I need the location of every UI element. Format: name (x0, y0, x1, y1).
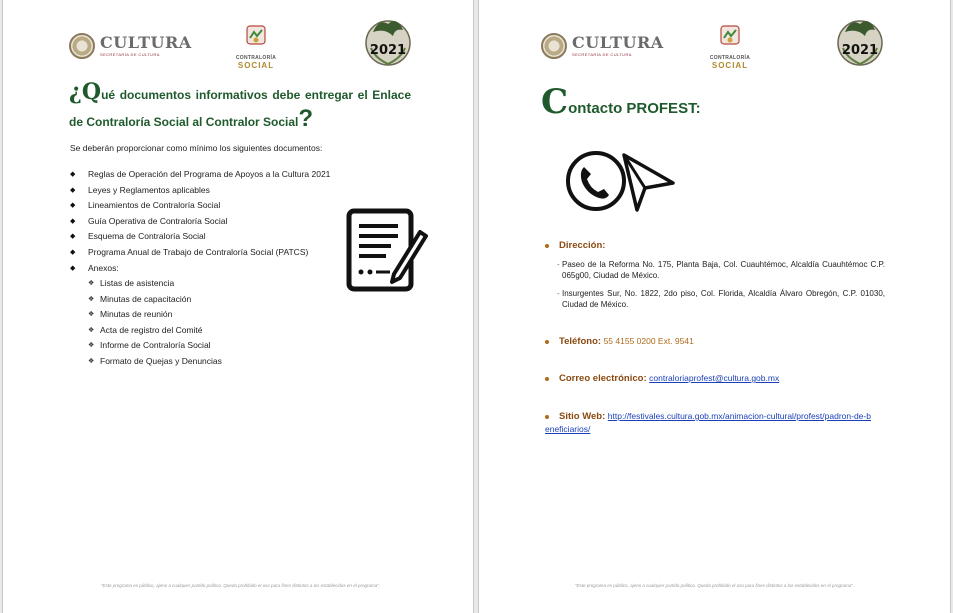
list-item: ❖ Formato de Quejas y Denuncias (88, 354, 222, 370)
correo-section (545, 373, 779, 384)
contraloria-label: CONTRALORÍA (235, 55, 277, 61)
sitio-web-section (545, 410, 875, 435)
page-footer: "Este programa es público, ajeno a cualquier partido político. Queda prohibido el uso para fines distintos a los establecidos en el programa". (100, 583, 381, 588)
document-edit-icon (346, 208, 428, 294)
send-mail-icon (624, 155, 673, 210)
cultura-subtitle: SECRETARÍA DE CULTURA (572, 52, 632, 57)
list-item: ❖ Acta de registro del Comité (88, 323, 222, 339)
diamond-outline-bullet-icon: ❖ (88, 311, 95, 319)
email-link[interactable]: contraloriaprofest@cultura.gob.mx (649, 373, 780, 383)
year-label: 2021 (841, 43, 879, 58)
social-label: SOCIAL (237, 61, 275, 70)
telefono-value: 55 4155 0200 Ext. 9541 (603, 336, 694, 346)
diamond-outline-bullet-icon: ❖ (88, 357, 95, 365)
list-item: ❖ Listas de asistencia (88, 276, 222, 292)
cultura-logo (541, 33, 664, 59)
title-rest: ontacto PROFEST: (568, 100, 701, 117)
list-item: ◆ Leyes y Reglamentos aplicables (70, 183, 330, 199)
diamond-outline-bullet-icon: ❖ (88, 295, 95, 303)
page-footer: "Este programa es público, ajeno a cualquier partido político. Queda prohibido el uso para fines distintos a los establecidos en el programa". (574, 583, 855, 588)
diamond-bullet-icon: ◆ (70, 264, 76, 272)
list-item: ◆ Anexos: (70, 261, 330, 277)
bullet-dot-icon (545, 244, 549, 248)
contraloria-label: CONTRALORÍA (709, 55, 751, 61)
diamond-bullet-icon: ◆ (70, 217, 76, 225)
title-q-letter: Q (81, 79, 102, 105)
diamond-bullet-icon: ◆ (70, 202, 76, 210)
document-page-left (2, 0, 474, 613)
list-item: ❖ Minutas de capacitación (88, 292, 222, 308)
title-big-c: C (541, 82, 569, 122)
correo-label: Correo electrónico: (559, 373, 647, 384)
list-item: ◆ Guía Operativa de Contraloría Social (70, 214, 330, 230)
diamond-outline-bullet-icon: ❖ (88, 280, 95, 287)
sitio-web-label: Sitio Web: (559, 411, 606, 422)
title-q-open: ¿ (69, 79, 82, 105)
social-label: SOCIAL (711, 61, 749, 70)
bullet-dot-icon (545, 415, 549, 419)
diamond-outline-bullet-icon: ❖ (88, 342, 95, 350)
mexico-seal-icon (69, 33, 95, 59)
list-item: ◆ Lineamientos de Contraloría Social (70, 198, 330, 214)
title-q-close: ? (298, 105, 314, 132)
year-label: 2021 (369, 43, 407, 58)
list-item: ◆ Reglas de Operación del Programa de Apoyos a la Cultura 2021 (70, 167, 330, 183)
title-text: ué documentos informativos debe entregar el Enlace de Contraloría Social al Contralor Social (69, 88, 411, 129)
year-2021-badge (837, 14, 883, 70)
direccion-section (545, 240, 605, 251)
bullet-dot-icon (545, 377, 549, 381)
contact-title (541, 82, 701, 122)
intro-text: Se deberán proporcionar como mínimo los siguientes documentos: (70, 143, 323, 153)
mexico-seal-icon (541, 33, 567, 59)
list-item: ❖ Informe de Contraloría Social (88, 338, 222, 354)
contraloria-social-logo (706, 24, 754, 70)
contraloria-social-logo (232, 24, 280, 70)
diamond-bullet-icon: ◆ (70, 171, 76, 178)
phone-icon (568, 153, 624, 209)
diamond-bullet-icon: ◆ (70, 248, 76, 256)
page-title (69, 80, 411, 134)
direccion-label: Dirección: (559, 240, 606, 251)
cultura-wordmark: CULTURA (100, 33, 192, 52)
phone-and-mail-icons (565, 150, 677, 216)
telefono-label: Teléfono: (559, 336, 602, 347)
contraloria-emblem-icon (717, 24, 743, 48)
cultura-subtitle: SECRETARÍA DE CULTURA (100, 52, 160, 57)
contraloria-emblem-icon (243, 24, 269, 48)
document-page-right (478, 0, 951, 613)
cultura-wordmark: CULTURA (572, 33, 664, 52)
address-item: - Insurgentes Sur, No. 1822, 2do piso, Col. Florida, Alcaldía Álvaro Obregón, C.P. 01030, Ciudad de México. (557, 289, 885, 309)
address-item: - Paseo de la Reforma No. 175, Planta Baja, Col. Cuauhtémoc, Alcaldía Cuauhtémoc C.P. 065g00, Ciudad de México. (557, 260, 885, 280)
list-item: ❖ Minutas de reunión (88, 307, 222, 323)
documents-list (70, 167, 330, 276)
diamond-outline-bullet-icon: ❖ (88, 326, 95, 334)
year-2021-badge (365, 14, 411, 70)
list-item: ◆ Esquema de Contraloría Social (70, 229, 330, 245)
bullet-dot-icon (545, 340, 549, 344)
list-item: ◆ Programa Anual de Trabajo de Contraloría Social (PATCS) (70, 245, 330, 261)
diamond-bullet-icon: ◆ (70, 186, 76, 194)
diamond-bullet-icon: ◆ (70, 233, 76, 241)
website-link[interactable]: http://festivales.cultura.gob.mx/animacion-cultural/profest/padron-de-beneficiarios/ (545, 411, 871, 434)
telefono-section (545, 336, 694, 347)
cultura-logo (69, 33, 192, 59)
annexes-list (88, 276, 222, 370)
